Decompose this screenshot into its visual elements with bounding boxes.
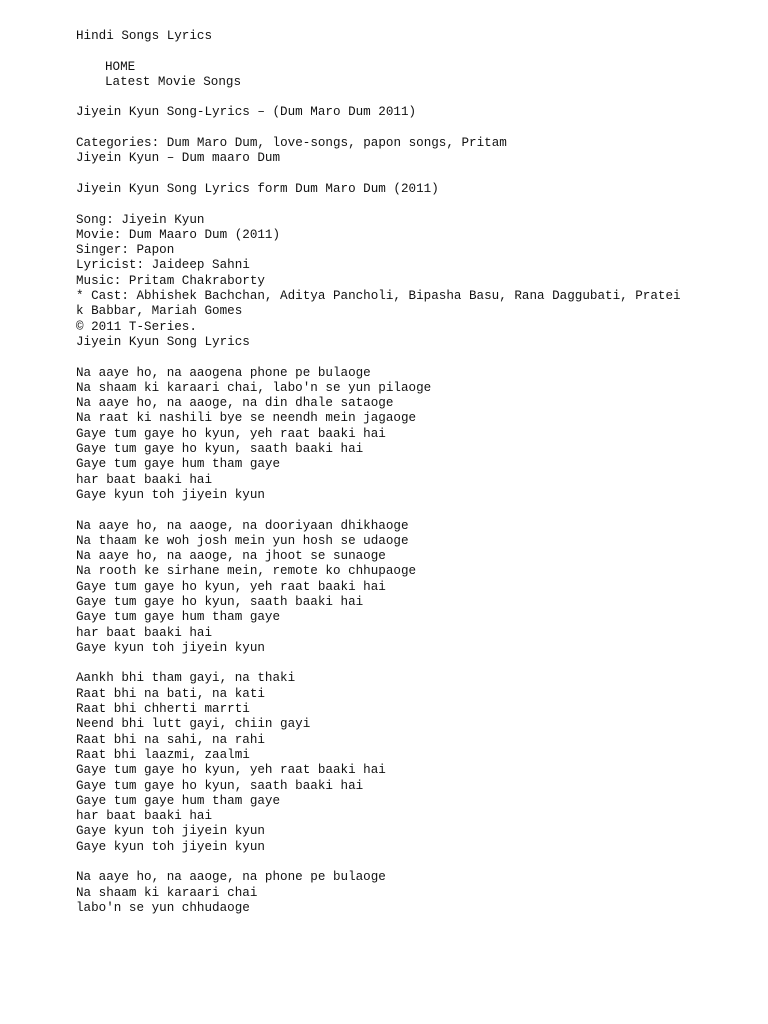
document-page [76, 29, 696, 916]
lyrics-stanza-3 [76, 671, 696, 855]
lyric-line: Gaye tum gaye ho kyun, yeh raat baaki hai [76, 426, 386, 441]
lyric-line: har baat baaki hai [76, 809, 213, 824]
detail-song: Song: Jiyein Kyun [76, 212, 205, 227]
lyric-line: har baat baaki hai [76, 472, 213, 487]
lyric-line: Na shaam ki karaari chai [76, 885, 258, 900]
lyric-line: Na shaam ki karaari chai, labo'n se yun pilaoge [76, 380, 432, 395]
categories-line [76, 136, 696, 151]
spacer [76, 503, 696, 518]
song-details [76, 213, 696, 351]
lyric-line: Gaye kyun toh jiyein kyun [76, 839, 265, 854]
lyric-line: Gaye tum gaye hum tham gaye [76, 793, 281, 808]
category-separator: , [348, 136, 364, 151]
lyric-line: Na aaye ho, na aaoge, na phone pe bulaoge [76, 870, 386, 885]
lyric-line: Raat bhi na bati, na kati [76, 686, 265, 701]
lyric-line: Neend bhi lutt gayi, chiin gayi [76, 717, 311, 732]
lyric-line: Na aaye ho, na aaoge, na jhoot se sunaoge [76, 549, 386, 564]
category-link-love-songs[interactable]: love-songs [272, 136, 349, 151]
nav-latest-movie-songs-link[interactable]: Latest Movie Songs [105, 74, 242, 89]
category-link-papon-songs[interactable]: papon songs [363, 136, 447, 151]
detail-lyricist: Lyricist: Jaideep Sahni [76, 258, 250, 273]
lyric-line: Gaye tum gaye ho kyun, yeh raat baaki hai [76, 763, 386, 778]
lyric-line: Na thaam ke woh josh mein yun hosh se udaoge [76, 533, 409, 548]
detail-cast-continued: k Babbar, Mariah Gomes [76, 304, 243, 319]
lyric-line: Na aaye ho, na aaoge, na din dhale sataoge [76, 396, 394, 411]
lyric-line: Gaye kyun toh jiyein kyun [76, 824, 265, 839]
category-link-dum-maro-dum[interactable]: Dum Maro Dum [166, 136, 258, 151]
spacer [76, 121, 696, 136]
lyrics-stanza-4 [76, 870, 696, 916]
lyric-line: labo'n se yun chhudaoge [76, 900, 250, 915]
spacer [76, 44, 696, 59]
lyric-line: har baat baaki hai [76, 625, 213, 640]
lyric-line: Raat bhi laazmi, zaalmi [76, 747, 250, 762]
lyrics-stanza-1 [76, 366, 696, 504]
spacer [76, 656, 696, 671]
lyric-line: Gaye tum gaye ho kyun, saath baaki hai [76, 442, 364, 457]
spacer [76, 90, 696, 105]
post-title: Jiyein Kyun Song-Lyrics – (Dum Maro Dum 2011) [76, 105, 417, 120]
lyric-line: Na aaye ho, na aaoge, na dooriyaan dhikhaoge [76, 518, 409, 533]
intro-text: Jiyein Kyun Song Lyrics form Dum Maro Dum (2011) [76, 181, 439, 196]
category-separator: , [257, 136, 273, 151]
lyric-line: Na raat ki nashili bye se neendh mein jagaoge [76, 411, 417, 426]
lyric-line: Raat bhi chherti marrti [76, 702, 250, 717]
lyrics-heading: Jiyein Kyun Song Lyrics [76, 334, 250, 349]
category-separator: , [446, 136, 462, 151]
nav-home-link[interactable]: HOME [105, 59, 136, 74]
lyric-line: Gaye tum gaye hum tham gaye [76, 457, 281, 472]
lyric-line: Gaye kyun toh jiyein kyun [76, 640, 265, 655]
site-title-link[interactable]: Hindi Songs Lyrics [76, 29, 213, 43]
spacer [76, 855, 696, 870]
lyric-line: Gaye tum gaye ho kyun, yeh raat baaki hai [76, 579, 386, 594]
spacer [76, 167, 696, 182]
spacer [76, 350, 696, 365]
detail-movie: Movie: Dum Maaro Dum (2011) [76, 227, 281, 242]
lyric-line: Raat bhi na sahi, na rahi [76, 732, 265, 747]
lyric-line: Gaye tum gaye hum tham gaye [76, 610, 281, 625]
main-nav [76, 60, 696, 91]
detail-copyright: © 2011 T-Series. [76, 319, 197, 334]
lyric-line: Na aaye ho, na aaogena phone pe bulaoge [76, 365, 371, 380]
lyric-line: Gaye tum gaye ho kyun, saath baaki hai [76, 778, 364, 793]
lyrics-stanza-2 [76, 519, 696, 657]
detail-music: Music: Pritam Chakraborty [76, 273, 265, 288]
lyric-line: Aankh bhi tham gayi, na thaki [76, 671, 296, 686]
lyric-line: Gaye tum gaye ho kyun, saath baaki hai [76, 594, 364, 609]
lyric-line: Na rooth ke sirhane mein, remote ko chhupaoge [76, 564, 417, 579]
spacer [76, 197, 696, 212]
category-link-pritam[interactable]: Pritam [461, 136, 507, 151]
detail-singer: Singer: Papon [76, 243, 175, 258]
post-subtitle: Jiyein Kyun – Dum maaro Dum [76, 151, 281, 166]
categories-label: Categories: [76, 136, 167, 151]
detail-cast: * Cast: Abhishek Bachchan, Aditya Pancholi, Bipasha Basu, Rana Daggubati, Pratei [76, 289, 681, 304]
lyric-line: Gaye kyun toh jiyein kyun [76, 487, 265, 502]
